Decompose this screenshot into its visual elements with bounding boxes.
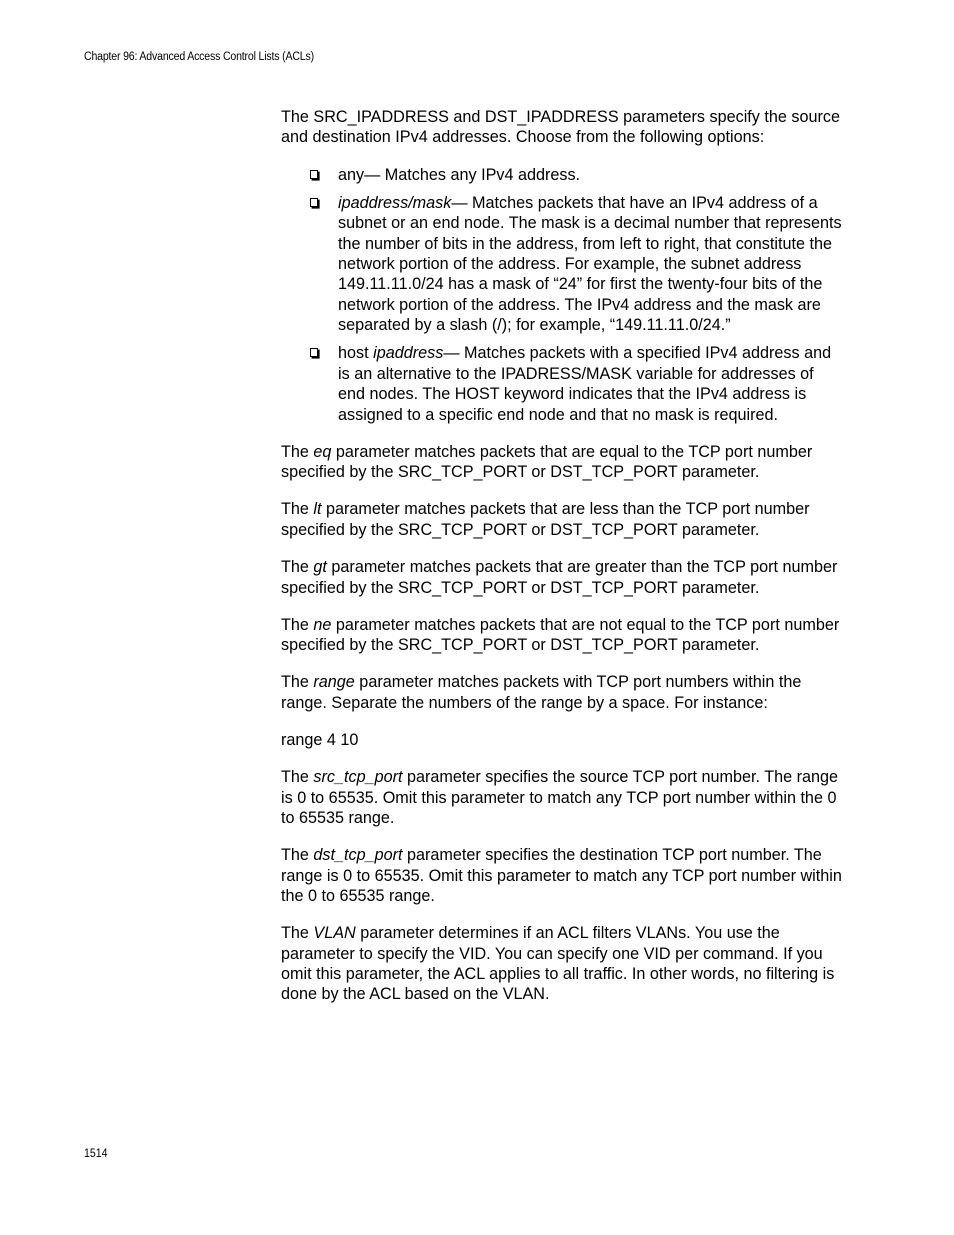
- address-options-list: [281, 165, 843, 425]
- paragraph-text: parameter determines if an ACL filters VLANs. You use the parameter to specify the VID. You can specify one VID per command. If you omit this parameter, the ACL applies to all traffic. In other words, no filtering is done by the ACL based on the VLAN.: [281, 924, 835, 1004]
- paragraph-text: parameter matches packets with TCP port numbers within the range. Separate the numbers of the range by a space. For instance:: [281, 673, 802, 712]
- paragraph-lead: The: [281, 615, 314, 634]
- option-term-italic: ipaddress: [373, 344, 444, 363]
- option-description: — Matches any IPv4 address.: [364, 165, 581, 184]
- option-description: — Matches packets with a specified IPv4 address and is an alternative to the IPADRESS/MASK variable for addresses of end nodes. The HOST keyword indicates that the IPv4 address is assigned to a specific end node and that no mask is required.: [338, 344, 832, 424]
- eq-paragraph: [281, 442, 843, 483]
- param-term: src_tcp_port: [313, 768, 403, 787]
- param-term: lt: [313, 500, 322, 519]
- paragraph-lead: The: [281, 673, 314, 692]
- checkbox-bullet-icon: [310, 198, 318, 207]
- paragraph-lead: The: [281, 846, 314, 865]
- option-term-italic: ipaddress/mask: [338, 193, 452, 212]
- param-term: gt: [313, 558, 327, 577]
- lt-paragraph: [281, 499, 843, 540]
- paragraph-text: parameter matches packets that are not equal to the TCP port number specified by the SRC_TCP_PORT or DST_TCP_PORT parameter.: [281, 615, 840, 655]
- param-term: dst_tcp_port: [313, 846, 403, 865]
- range-paragraph: [281, 672, 843, 713]
- paragraph-lead: The: [281, 500, 314, 519]
- list-item: [281, 343, 843, 425]
- param-term: VLAN: [313, 924, 356, 943]
- paragraph-text: parameter specifies the destination TCP port number. The range is 0 to 65535. Omit this parameter to match any TCP port number within the 0 to 65535 range.: [281, 846, 842, 905]
- param-term: eq: [313, 442, 332, 461]
- paragraph-lead: The: [281, 558, 314, 577]
- paragraph-text: parameter matches packets that are less than the TCP port number specified by the SRC_TCP_PORT or DST_TCP_PORT parameter.: [281, 500, 810, 539]
- param-term: range: [313, 673, 355, 692]
- paragraph-text: parameter specifies the source TCP port number. The range is 0 to 65535. Omit this parameter to match any TCP port number within the 0 to 65535 range.: [281, 768, 838, 827]
- checkbox-bullet-icon: [310, 348, 318, 357]
- option-description: — Matches packets that have an IPv4 address of a subnet or an end node. The mask is a decimal number that represents the number of bits in the address, from left to right, that constitute the network portion of the address. For example, the subnet address 149.11.11.0/24 has a mask of “24” for first the twenty-four bits of the network portion of the address. The IPv4 address and the mask are separated by a slash (/); for example, “149.11.11.0/24.”: [338, 193, 842, 335]
- src-tcp-port-paragraph: [281, 767, 843, 828]
- vlan-paragraph: [281, 923, 843, 1005]
- paragraph-lead: The: [281, 924, 314, 943]
- param-term: ne: [313, 615, 332, 634]
- ne-paragraph: [281, 615, 843, 656]
- running-header: Chapter 96: Advanced Access Control Lists (ACLs): [84, 51, 314, 63]
- range-example: range 4 10: [281, 730, 359, 749]
- paragraph-lead: The: [281, 442, 314, 461]
- list-item: [281, 193, 843, 336]
- list-item: [281, 165, 843, 185]
- gt-paragraph: [281, 557, 843, 598]
- option-term: any: [338, 165, 365, 184]
- intro-paragraph: The SRC_IPADDRESS and DST_IPADDRESS parameters specify the source and destination IPv4 addresses. Choose from the following options:: [281, 108, 840, 147]
- document-body: [281, 107, 843, 1022]
- paragraph-text: parameter matches packets that are greater than the TCP port number specified by the SRC_TCP_PORT or DST_TCP_PORT parameter.: [281, 558, 838, 597]
- checkbox-bullet-icon: [310, 170, 318, 179]
- option-term: host: [338, 344, 374, 363]
- dst-tcp-port-paragraph: [281, 845, 843, 906]
- page-number: 1514: [84, 1148, 108, 1160]
- paragraph-lead: The: [281, 768, 314, 787]
- paragraph-text: parameter matches packets that are equal to the TCP port number specified by the SRC_TCP_PORT or DST_TCP_PORT parameter.: [281, 442, 813, 482]
